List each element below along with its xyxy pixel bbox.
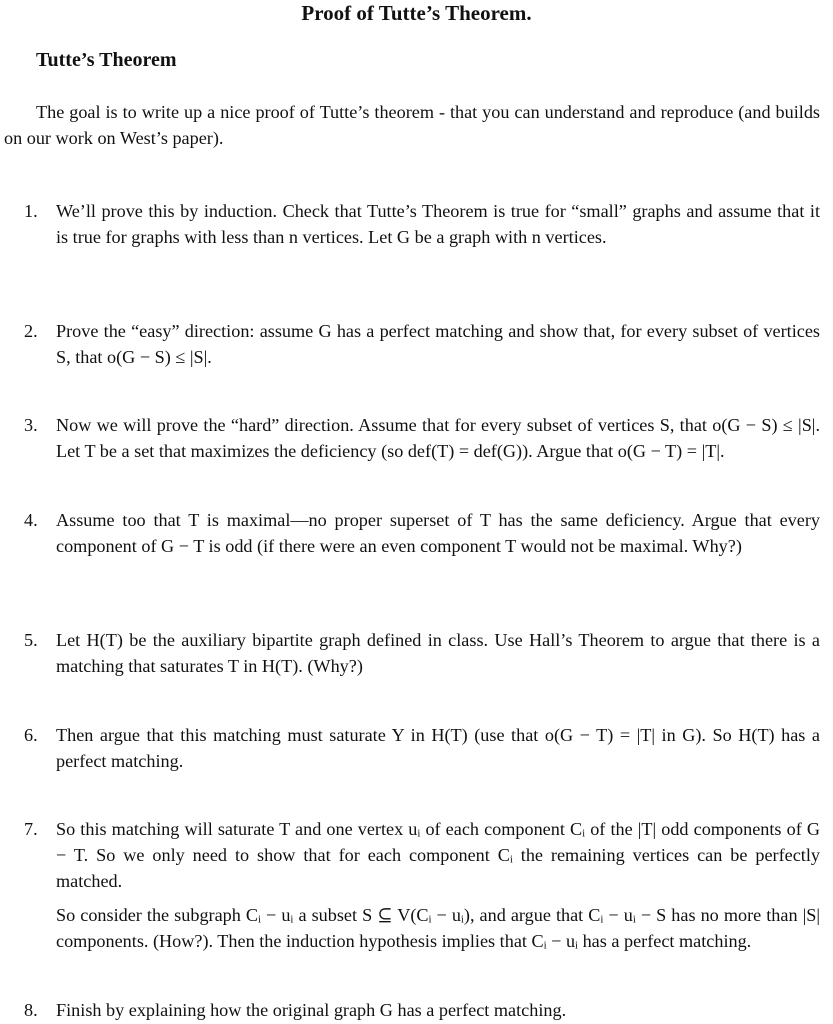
item-text: Finish by explaining how the original graph G has a perfect matching. [56,1000,567,1020]
item-text: Now we will prove the “hard” direction. Assume that for every subset of vertices S, that o(G − S) ≤ |S|. Let T be a set that maximizes the deficiency (so def(T) = def(G)). Argue that o(G − T) = |T|. [56,415,820,461]
list-item-8 [24,997,820,1023]
item-text: So this matching will saturate T and one vertex uᵢ of each component Cᵢ of the |T| odd components of G − T. So we only need to show that for each component Cᵢ the remaining vertices can be perfectly matched. [56,819,820,891]
list-item-2 [24,318,820,370]
item-text: Assume too that T is maximal—no proper superset of T has the same deficiency. Argue that every component of G − T is odd (if there were an even component T would not be maximal. Why?) [56,510,820,556]
list-item-5 [24,627,820,679]
item-text-continued: So consider the subgraph Cᵢ − uᵢ a subset S ⊆ V(Cᵢ − uᵢ), and argue that Cᵢ − uᵢ − S has no more than |S| components. (How?). Then the induction hypothesis implies that Cᵢ − uᵢ has a perfect matching. [56,905,820,951]
item-number: 1. [24,201,38,221]
list-item-1 [24,198,820,250]
section-heading: Tutte’s Theorem [36,49,177,71]
item-number: 7. [24,819,38,839]
item-number: 4. [24,510,38,530]
list-item-4 [24,507,820,559]
item-text: Let H(T) be the auxiliary bipartite graph defined in class. Use Hall’s Theorem to argue that there is a matching that saturates T in H(T). (Why?) [56,630,820,676]
item-number: 6. [24,725,38,745]
list-item-7 [24,816,820,954]
item-number: 5. [24,630,38,650]
item-text: We’ll prove this by induction. Check that Tutte’s Theorem is true for “small” graphs and assume that it is true for graphs with less than n vertices. Let G be a graph with n vertices. [56,201,820,247]
item-number: 3. [24,415,38,435]
item-number: 8. [24,1000,38,1020]
intro-paragraph: The goal is to write up a nice proof of Tutte’s theorem - that you can understand and reproduce (and builds on our work on West’s paper). [4,102,820,148]
item-text: Then argue that this matching must saturate Y in H(T) (use that o(G − T) = |T| in G). So H(T) has a perfect matching. [56,725,820,771]
page-title: Proof of Tutte’s Theorem. [301,1,532,25]
item-text: Prove the “easy” direction: assume G has a perfect matching and show that, for every subset of vertices S, that o(G − S) ≤ |S|. [56,321,820,367]
list-item-3 [24,412,820,464]
list-item-6 [24,722,820,774]
item-number: 2. [24,321,38,341]
